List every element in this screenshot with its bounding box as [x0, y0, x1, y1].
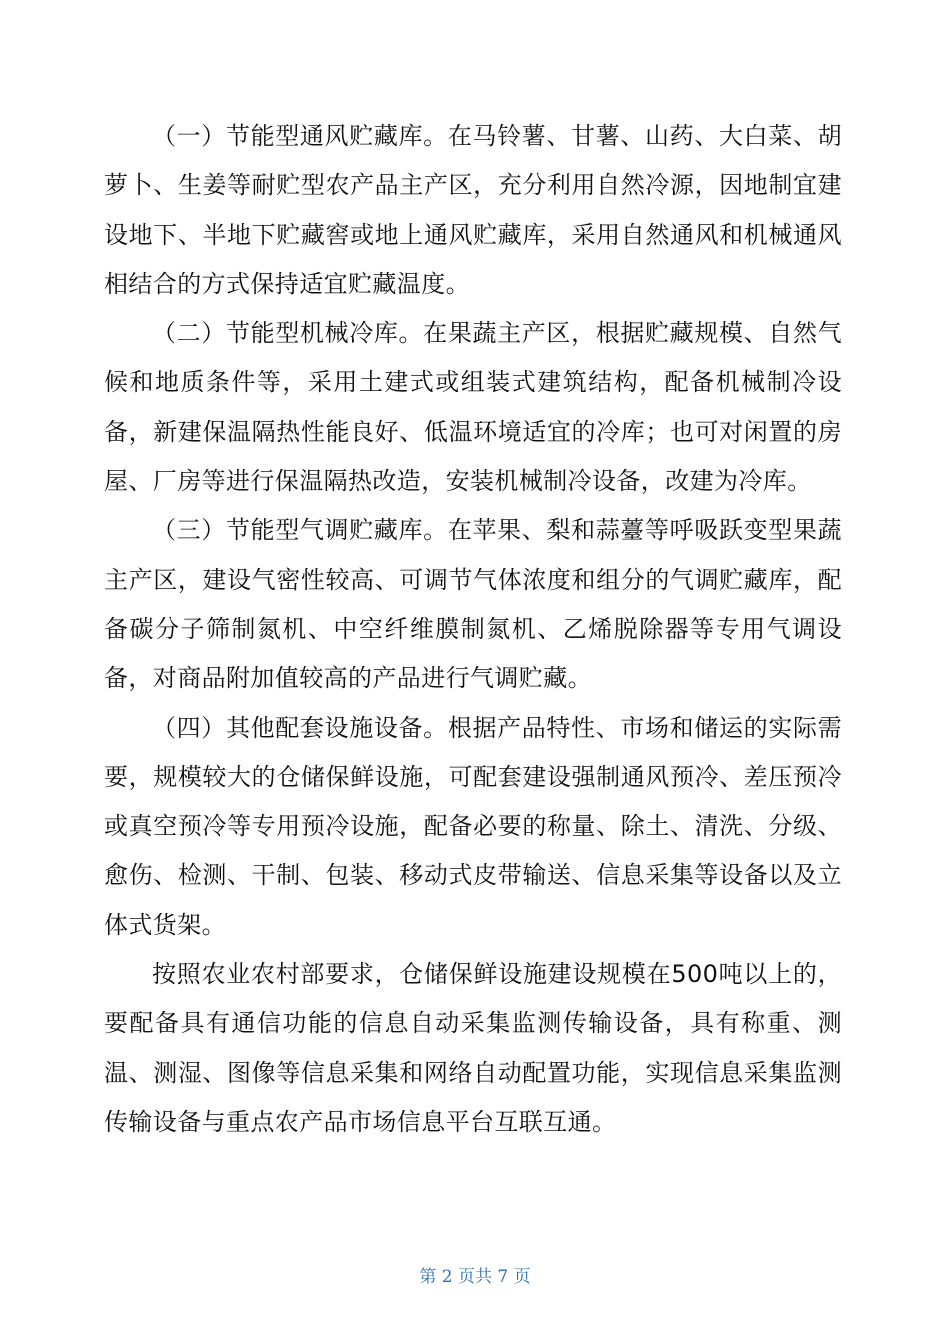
document-body	[104, 112, 842, 1147]
paragraph-ministry-requirements: 按照农业农村部要求，仓储保鲜设施建设规模在500吨以上的，要配备具有通信功能的信息自动采集监测传输设备，具有称重、测温、测湿、图像等信息采集和网络自动配置功能，实现信息采集监测传输设备与重点农产品市场信息平台互联互通。	[104, 960, 842, 1136]
paragraph-energy-saving-mechanical-cold-storage: （二）节能型机械冷库。在果蔬主产区，根据贮藏规模、自然气候和地质条件等，采用土建式或组装式建筑结构，配备机械制冷设备，新建保温隔热性能良好、低温环境适宜的冷库；也可对闲置的房屋、厂房等进行保温隔热改造，安装机械制冷设备，改建为冷库。	[104, 319, 842, 496]
paragraph-energy-saving-ventilated-storage: （一）节能型通风贮藏库。在马铃薯、甘薯、山药、大白菜、胡萝卜、生姜等耐贮型农产品主产区，充分利用自然冷源，因地制宜建设地下、半地下贮藏窖或地上通风贮藏库，采用自然通风和机械通风相结合的方式保持适宜贮藏温度。	[104, 122, 842, 298]
paragraph-other-supporting-facilities: （四）其他配套设施设备。根据产品特性、市场和储运的实际需要，规模较大的仓储保鲜设施，可配套建设强制通风预冷、差压预冷或真空预冷等专用预冷设施，配备必要的称量、除土、清洗、分级、愈伤、检测、干制、包装、移动式皮带输送、信息采集等设备以及立体式货架。	[104, 713, 842, 939]
paragraph-energy-saving-controlled-atmosphere-storage: （三）节能型气调贮藏库。在苹果、梨和蒜薹等呼吸跃变型果蔬主产区，建设气密性较高、可调节气体浓度和组分的气调贮藏库，配备碳分子筛制氮机、中空纤维膜制氮机、乙烯脱除器等专用气调设备，对商品附加值较高的产品进行气调贮藏。	[104, 516, 842, 693]
page-number-footer: 第 2 页共 7 页	[419, 1267, 531, 1287]
